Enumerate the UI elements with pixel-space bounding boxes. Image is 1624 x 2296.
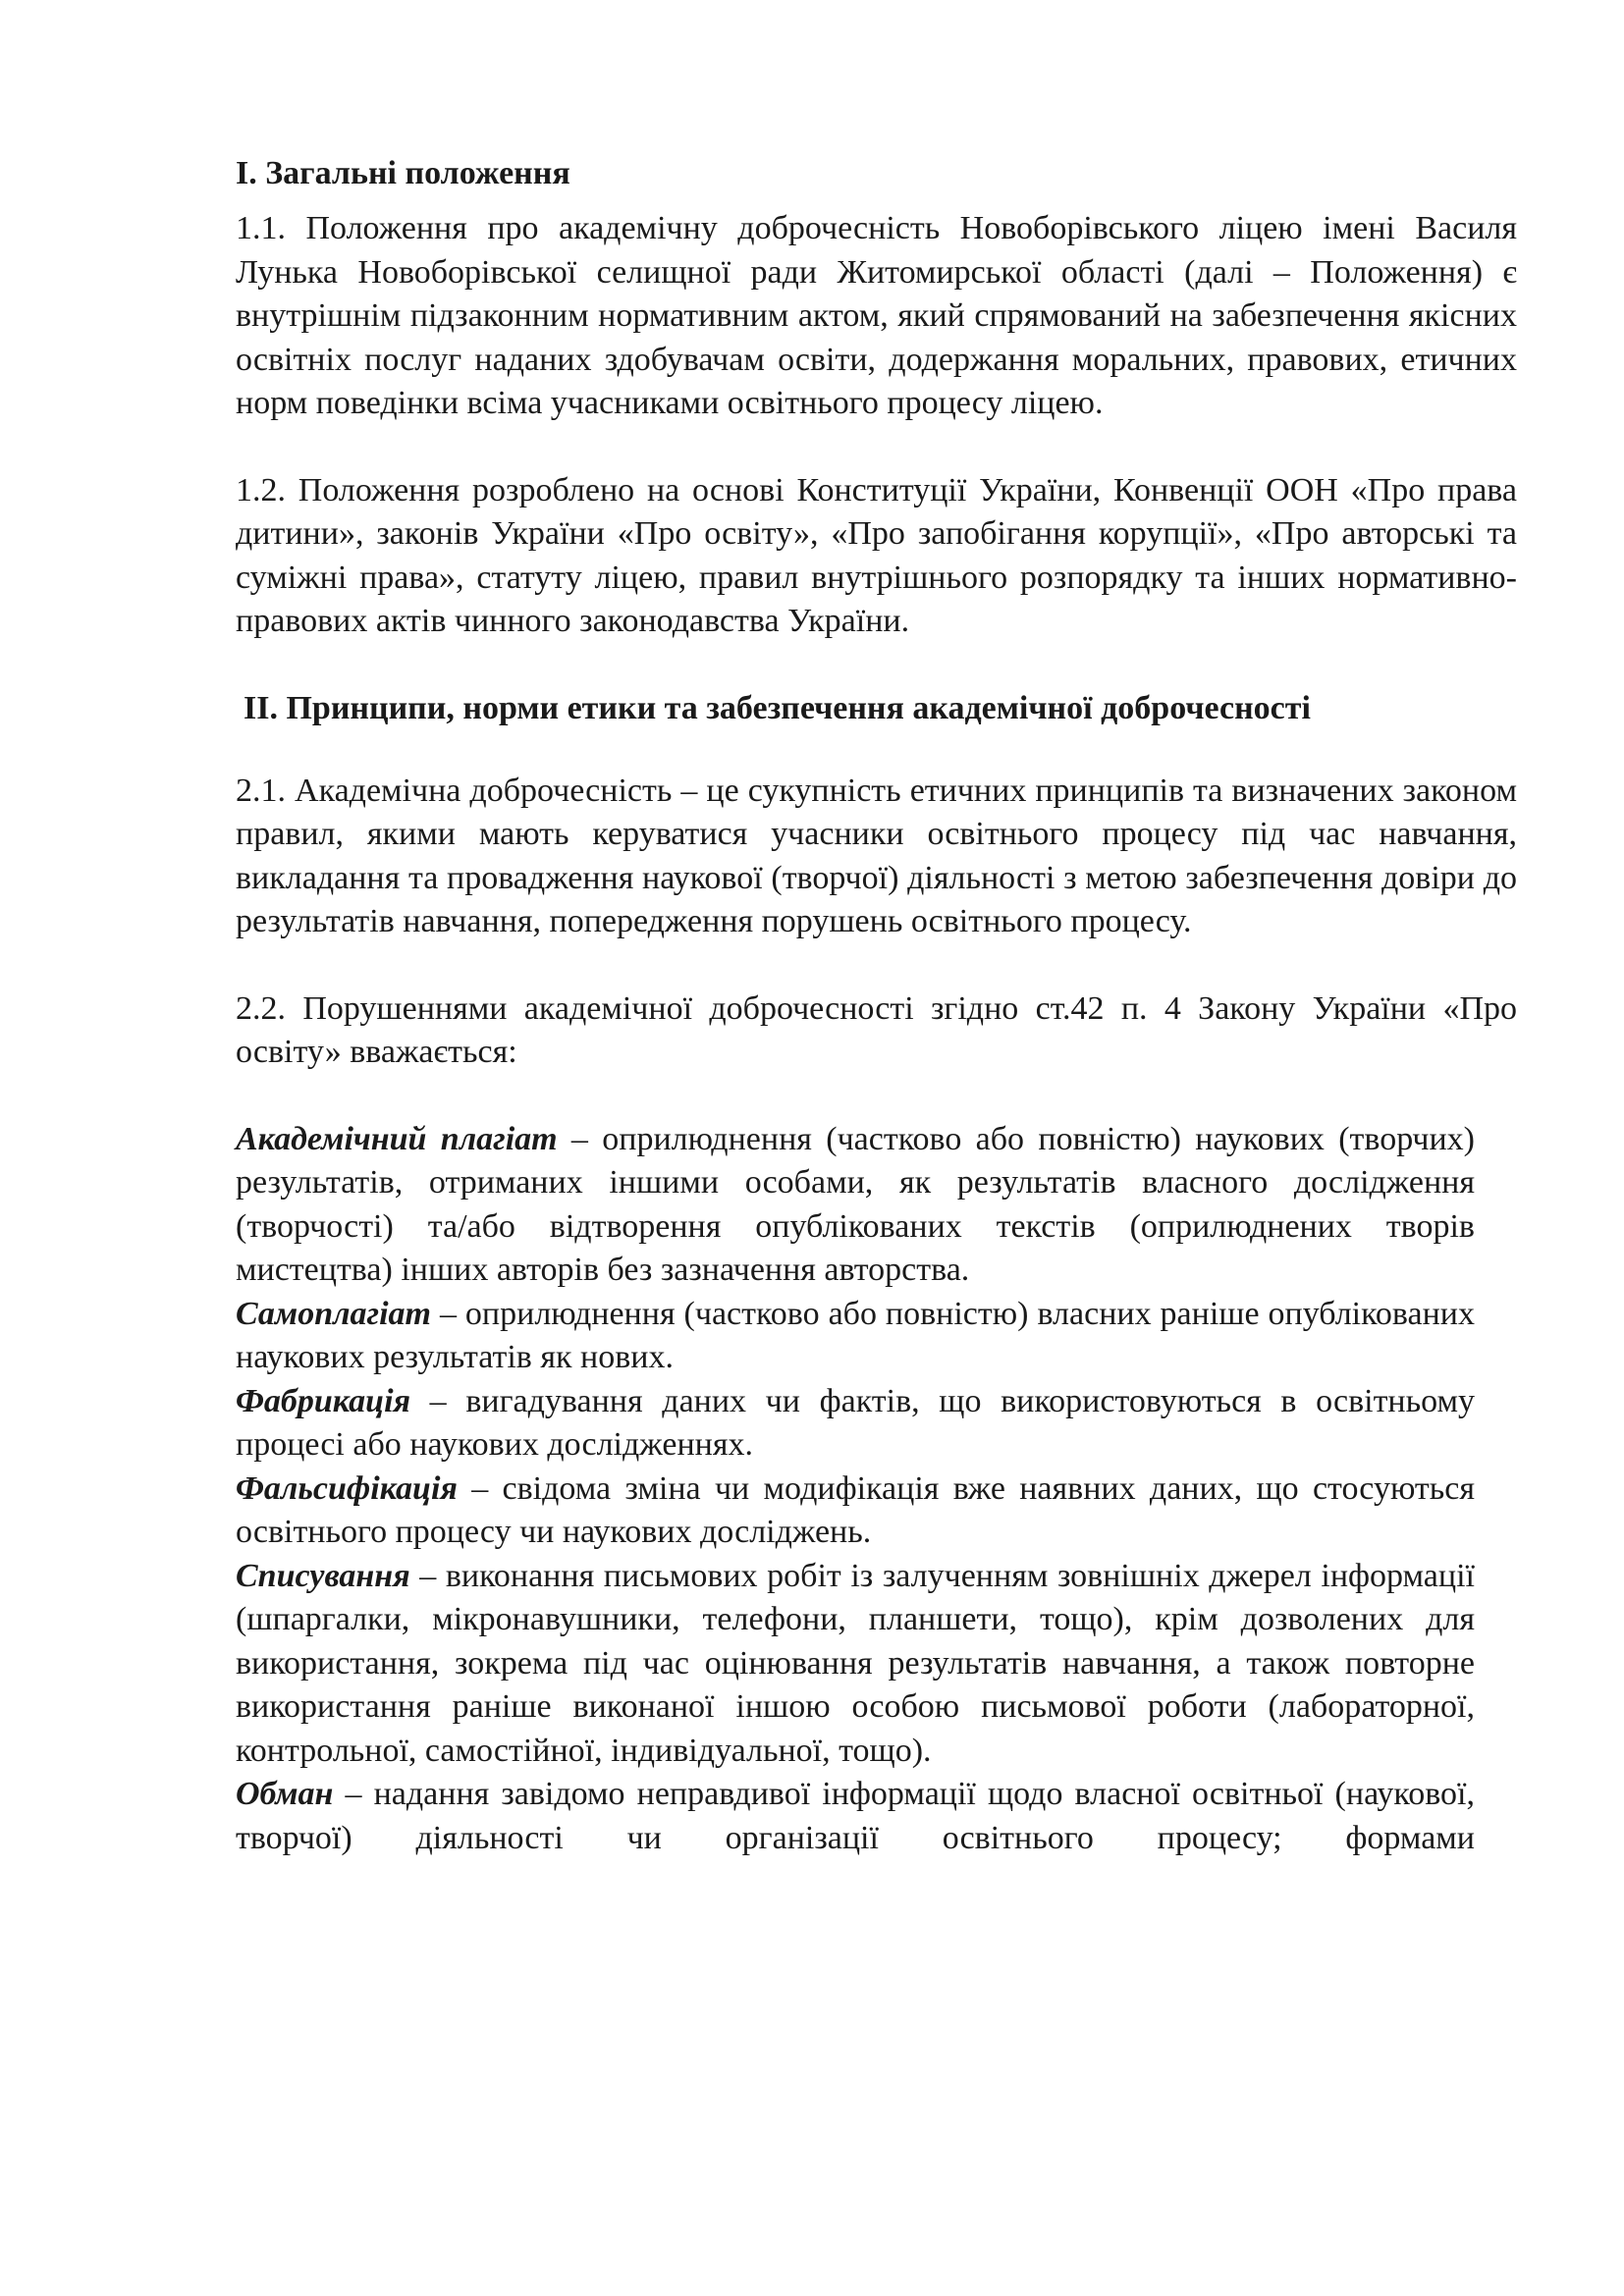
definition-cheating — [236, 1555, 1475, 1774]
section-2-heading: II. Принципи, норми етики та забезпечення академічної доброчесності — [244, 689, 1311, 726]
definition-term: Списування — [236, 1557, 410, 1594]
definition-text: – надання завідомо неправдивої інформації щодо власної освітньої (наукової, творчої) діяльності чи організації освітнього процесу; формами — [236, 1776, 1475, 1856]
violations-list — [236, 1118, 1475, 1861]
definition-term: Фальсифікація — [236, 1469, 458, 1507]
section-1-heading: I. Загальні положення — [236, 155, 570, 191]
definition-text: – вигадування даних чи фактів, що використовуються в освітньому процесі або наукових дослідженнях. — [236, 1382, 1475, 1463]
definition-plagiarism — [236, 1118, 1475, 1293]
definition-term: Академічний плагіат — [236, 1120, 558, 1157]
paragraph-1-2: 1.2. Положення розроблено на основі Конституції України, Конвенції ООН «Про права дитини», законів України «Про освіту», «Про запобігання корупції», «Про авторські та суміжні права», статуту ліцею, правил внутрішнього розпорядку та інших нормативно-правових актів чинного законодавства України. — [236, 471, 1517, 639]
definition-fabrication — [236, 1380, 1475, 1468]
paragraph-1-1: 1.1. Положення про академічну доброчесність Новоборівського ліцею імені Василя Лунька Новоборівської селищної ради Житомирської області (далі – Положення) є внутрішнім підзаконним нормативним актом, який спрямований на забезпечення якісних освітніх послуг наданих здобувачам освіти, додержання моральних, правових, етичних норм поведінки всіма учасниками освітнього процесу ліцею. — [236, 210, 1517, 421]
definition-text: – свідома зміна чи модифікація вже наявних даних, що стосуються освітнього процесу чи наукових досліджень. — [236, 1469, 1475, 1550]
definition-text: – оприлюднення (частково або повністю) наукових (творчих) результатів, отриманих іншими особами, як результатів власного дослідження (творчості) та/або відтворення опублікованих текстів (оприлюднених творів мистецтва) інших авторів без зазначення авторства. — [236, 1120, 1475, 1288]
definition-text: – виконання письмових робіт із залученням зовнішніх джерел інформації (шпаргалки, мікронавушники, телефони, планшети, тощо), крім дозволених для використання, зокрема під час оцінювання результатів навчання, а також повторне використання раніше виконаної іншою особою письмової роботи (лабораторної, контрольної, самостійної, індивідуальної, тощо). — [236, 1557, 1475, 1769]
definition-deception — [236, 1773, 1475, 1860]
definition-term: Фабрикація — [236, 1382, 411, 1419]
definition-self-plagiarism — [236, 1293, 1475, 1380]
definition-term: Обман — [236, 1776, 334, 1812]
definition-text: – оприлюднення (частково або повністю) власних раніше опублікованих наукових результатів як нових. — [236, 1295, 1475, 1375]
paragraph-2-2: 2.2. Порушеннями академічної доброчесності згідно ст.42 п. 4 Закону України «Про освіту» вважається: — [236, 989, 1517, 1070]
document-page — [236, 152, 1517, 1860]
definition-falsification — [236, 1468, 1475, 1555]
paragraph-2-1: 2.1. Академічна доброчесність – це сукупність етичних принципів та визначених законом правил, якими мають керуватися учасники освітнього процесу під час навчання, викладання та провадження наукової (творчої) діяльності з метою забезпечення довіри до результатів навчання, попередження порушень освітнього процесу. — [236, 772, 1517, 939]
definition-term: Самоплагіат — [236, 1295, 432, 1332]
